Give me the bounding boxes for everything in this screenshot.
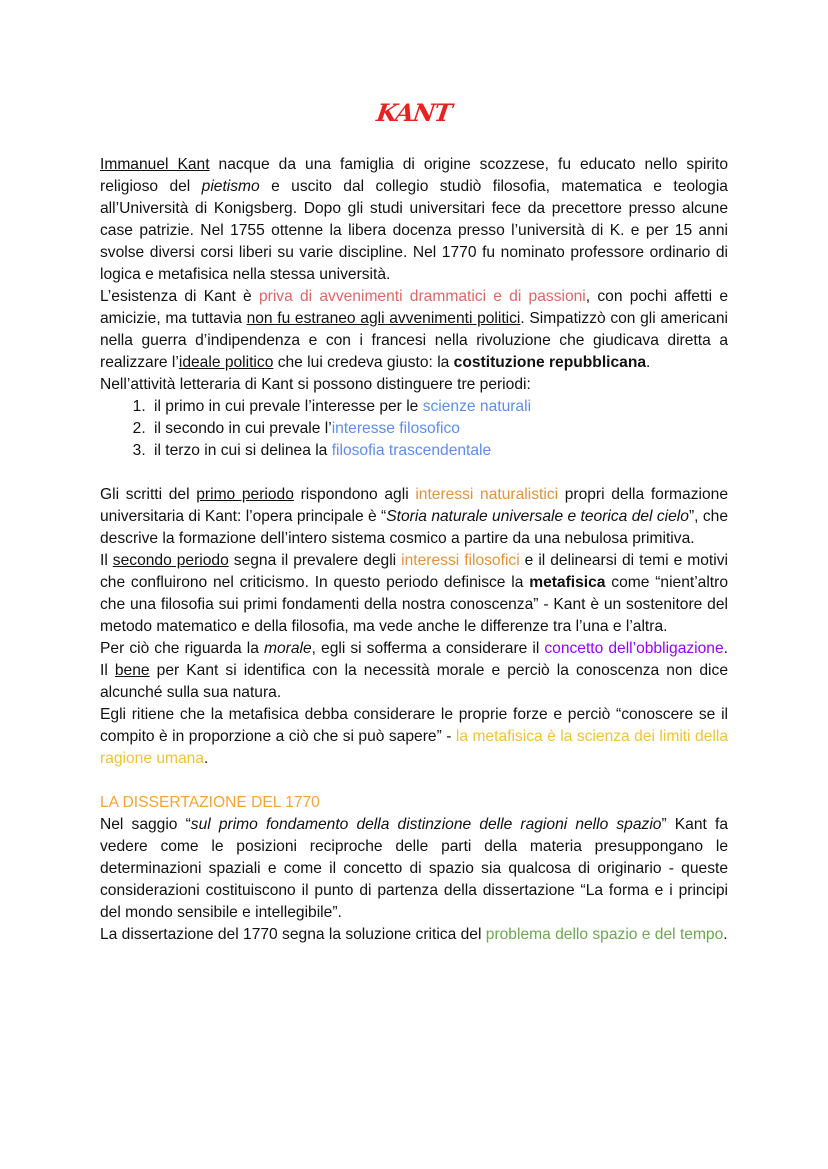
- italic-term: morale: [263, 640, 312, 657]
- italic-title: Storia naturale universale e teorica del cielo: [386, 508, 689, 525]
- underlined-text: bene: [114, 662, 150, 679]
- paragraph-saggio: [100, 814, 728, 924]
- highlight-orange: interessi filosofici: [401, 552, 520, 569]
- bold-term: costituzione repubblicana: [453, 354, 647, 371]
- highlight-blue: interesse filosofico: [331, 420, 460, 437]
- spacer: [100, 462, 728, 484]
- text: . Il: [100, 640, 728, 679]
- text: L’esistenza di Kant è: [100, 288, 259, 305]
- underlined-text: primo periodo: [196, 486, 294, 503]
- text: nacque da una famiglia di origine scozzese, fu educato nello spirito religioso del: [100, 156, 728, 195]
- highlight-blue: scienze naturali: [422, 398, 532, 415]
- highlight-green: problema dello spazio e del tempo: [485, 926, 724, 943]
- text: ” Kant fa vedere come le posizioni reciproche delle parti della materia presuppongano le determinazioni spaziali e come il concetto di spazio sia qualcosa di originario - queste considerazioni costituiscono il punto di partenza della dissertazione “La forma e i principi del mondo sensibile e intellegibile”.: [100, 816, 728, 921]
- text: propri della formazione universitaria di Kant: l’opera principale è “: [100, 486, 728, 525]
- name-underlined: Immanuel Kant: [100, 156, 210, 173]
- spacer: [100, 770, 728, 792]
- text: Per ciò che riguarda la: [100, 640, 264, 657]
- text: ”, che descrive la formazione dell’intero sistema cosmico a partire da una nebulosa primitiva.: [100, 508, 728, 547]
- highlight-orange: interessi naturalistici: [415, 486, 559, 503]
- text: segna il prevalere degli: [228, 552, 402, 569]
- text: Il: [100, 552, 113, 569]
- text: .: [723, 926, 728, 943]
- text: .: [204, 750, 209, 767]
- periods-list: [100, 396, 728, 462]
- paragraph-existence: [100, 286, 728, 374]
- underlined-text: non fu estraneo agli avvenimenti politici: [246, 310, 521, 327]
- italic-title: sul primo fondamento della distinzione delle ragioni nello spazio: [190, 816, 662, 833]
- underlined-text: secondo periodo: [112, 552, 229, 569]
- bold-term: metafisica: [529, 574, 606, 591]
- text: il secondo in cui prevale l’: [154, 420, 332, 437]
- document-body: [100, 154, 728, 946]
- list-item: [150, 440, 728, 462]
- paragraph-metafisica: [100, 704, 728, 770]
- text: Gli scritti del: [100, 486, 197, 503]
- paragraph-biography: [100, 154, 728, 286]
- highlight-blue: filosofia trascendentale: [331, 442, 492, 459]
- highlight-purple: concetto dell’obbligazione: [544, 640, 724, 657]
- text: per Kant si identifica con la necessità morale e perciò la conoscenza non dice alcunché sulla sua natura.: [100, 662, 728, 701]
- section-heading: LA DISSERTAZIONE DEL 1770: [100, 794, 320, 811]
- text: rispondono agli: [293, 486, 416, 503]
- text: e il delinearsi di temi e motivi che confluirono nel criticismo. In questo periodo definisce la: [100, 552, 728, 591]
- highlight-pink: priva di avvenimenti drammatici e di passioni: [258, 288, 586, 305]
- text: Egli ritiene che la metafisica debba considerare le proprie forze e perciò “conoscere se il compito è in proporzione a ciò che si può sapere” -: [100, 706, 728, 745]
- text: il primo in cui prevale l’interesse per le: [154, 398, 423, 415]
- text: come “nient’altro che una filosofia sui primi fondamenti della nostra conoscenza” - Kant è un sostenitore del metodo matematico e della filosofia, ma vede anche le differenze tra l’una e l’altra.: [100, 574, 729, 635]
- text: il terzo in cui si delinea la: [154, 442, 332, 459]
- paragraph-periods-intro: Nell’attività letteraria di Kant si possono distinguere tre periodi:: [100, 376, 531, 393]
- text: Nel saggio “: [100, 816, 191, 833]
- text: , egli si sofferma a considerare il: [311, 640, 545, 657]
- paragraph-morale: [100, 638, 728, 704]
- highlight-yellow: la metafisica è la scienza dei limiti della ragione umana: [100, 728, 729, 767]
- text: .: [646, 354, 651, 371]
- list-item: [150, 418, 728, 440]
- document-title: KANT: [374, 98, 454, 127]
- text: che lui credeva giusto: la: [273, 354, 454, 371]
- list-item: [150, 396, 728, 418]
- text: , con pochi affetti e amicizie, ma tuttavia: [100, 288, 728, 327]
- paragraph-first-period: [100, 484, 728, 550]
- paragraph-second-period: [100, 550, 728, 638]
- text: La dissertazione del 1770 segna la soluzione critica del: [100, 926, 486, 943]
- text: . Simpatizzò con gli americani nella guerra d’indipendenza e con i francesi nella rivoluzione che giudicava diretta a realizzare l’: [100, 310, 728, 371]
- italic-term: pietismo: [201, 178, 260, 195]
- paragraph-dissertazione: [100, 924, 728, 946]
- underlined-text: ideale politico: [178, 354, 274, 371]
- text: e uscito dal collegio studiò filosofia, matematica e teologia all’Università di Konigsberg. Dopo gli studi universitari fece da precettore presso alcune case patrizie. Nel 1755 ottenne la libera docenza presso l’università di K. e per 15 anni svolse diversi corsi liberi su varie discipline. Nel 1770 fu nominato professore ordinario di logica e metafisica nella stessa università.: [100, 178, 728, 283]
